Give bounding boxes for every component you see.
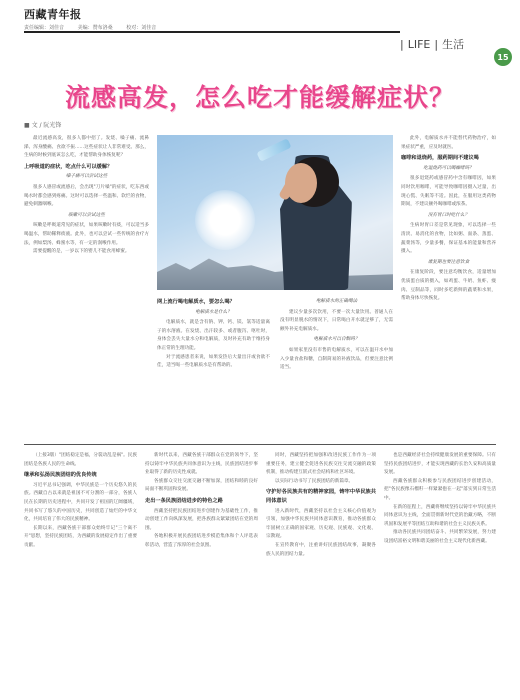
paragraph: 咳嗽是呼吸道常见的症状，如果咳嗽时有痰，可以适当多喝温水，帮助稀释痰液。此外，也可以尝试一些传统的食疗方法，例如梨汤、蜂蜜水等，有一定的润喉作用。 — [24, 223, 149, 246]
paragraph: 在宣传教育中，注重讲好民族团结故事，凝聚各族人民的团结力量。 — [266, 542, 376, 557]
paragraph: 新时代以来，西藏各族干部群众在党的领导下，坚持以铸牢中华民族共同体意识为主线，民族团结进步事业取得了新的历史性成就。 — [145, 453, 258, 476]
paragraph: 西藏各族群众积极参与民族团结进步创建活动，把"各民族像石榴籽一样紧紧抱在一起"落实到日常生活中。 — [384, 478, 496, 501]
section-en: LIFE — [407, 38, 431, 51]
subheading: 网上流行喝电解质水，要怎么喝？ — [157, 299, 235, 305]
newspaper-logo: 西藏青年报 — [24, 8, 82, 21]
minor-heading: 咳嗽可以尝试这些 — [68, 212, 105, 218]
subheading: 上呼吸道的症状，吃点什么可以缓解？ — [24, 163, 113, 170]
paragraph: 需要提醒的是，一岁以下的婴儿不能食用蜂蜜。 — [33, 249, 130, 255]
paragraph: 同时，西藏坚持把加强和改进民族工作作为一项重要任务，建立健全促进各民族交往交流交融的政策机制，推动构建互嵌式社会结构和社区环境。 — [266, 453, 376, 476]
paragraph: 电解质水，就是含有钠、钾、钙、镁、氯等适量离子的水溶液。在发烧、出汗较多、或者腹泻、呕吐时，身体会丢失大量水分和电解质，及时补充有助于维持身体正常的生理功能。 — [157, 320, 270, 351]
paragraph: 很多退烧药或感冒药中含有咖啡因，如果同时饮用咖啡，可能导致咖啡因摄入过量，出现心慌、失眠等不适。因此，在服用这类药物期间，不建议额外喝咖啡或浓茶。 — [401, 176, 496, 208]
paragraph: 长期以来，西藏各族干部群众始终牢记"三个离不开"思想，坚持民族团结，为西藏的发展稳定作出了重要贡献。 — [24, 525, 137, 548]
article-byline: ■ 文 / 阮光锋 — [24, 122, 62, 129]
paragraph: 建议少量多次饮用，不要一次大量饮用。普通人在没有明显脱水的情况下，日常喝白开水就足够了，无需额外补充电解质水。 — [280, 309, 393, 332]
section-cn: 生活 — [442, 38, 465, 51]
minor-heading: 电解质水可以自制吗？ — [313, 337, 360, 343]
paragraph: 习近平总书记强调，中华民族是一个历史悠久的民族。西藏自古以来就是祖国不可分割的一部分，各族人民在长期的历史进程中，共同开发了祖国的辽阔疆域，共同书写了悠久的中国历史，共同创造了灿烂的中华文化，共同培育了伟大的民族精神。 — [24, 482, 137, 523]
photo-city-skyline — [157, 245, 393, 290]
credit-designer: 美编：赞布洛桑 — [77, 25, 113, 31]
paragraph: （上接3版）"团结稳定是福，分裂动乱是祸"。民族团结是各族人民的生命线。 — [24, 453, 137, 467]
paragraph: 在康复阶段，要注意均衡饮食，适量增加优质蛋白质的摄入，如鸡蛋、牛奶、鱼虾、瘦肉、豆制品等，同时多吃新鲜的蔬菜和水果，帮助身体尽快恢复。 — [401, 270, 496, 302]
article-headline: 流感高发，怎么吃才能缓解症状？ — [64, 83, 455, 112]
paragraph: 也是西藏经济社会持续健康发展的重要保障。只有坚持民族团结进步，才能实现西藏的长治久安和高质量发展。 — [384, 453, 496, 476]
paragraph: 西藏坚持把民族团结进步创建作为基础性工作，推动创建工作向纵深发展，把各族群众紧紧团结在党的周围。 — [145, 508, 258, 531]
credit-editor: 责任编辑：刘佳音 — [24, 25, 65, 31]
subheading: 咖啡和退烧药，服药期间不建议喝 — [401, 155, 479, 162]
article2-column-4 — [384, 452, 496, 688]
paragraph: 最近流感高发，很多人都中招了。发烧、嗓子痛、流鼻涕、浑身酸痛、食欲不振……这些症状让人非常难受。那么，生病的时候到底该怎么吃，才能帮助身体恢复呢？ — [24, 136, 149, 159]
photo-sun — [195, 190, 255, 250]
paragraph: 生病时胃口差是常见现象，可以选择一些清淡、易消化的食物，比如粥、面条、蒸蛋、蔬菜汤等，少量多餐，保证基本的能量和营养摄入。 — [401, 223, 496, 255]
minor-heading: 没有胃口时吃什么？ — [427, 212, 470, 218]
paragraph: 各族群众交往交流交融不断加深，团结和睦的良好局面不断巩固和发展。 — [145, 478, 258, 493]
article2-column-1 — [24, 452, 137, 688]
subheading: 走出一条民族团结进步的特色之路 — [145, 497, 223, 504]
subheading: 继承和弘扬民族团结的优良传统 — [24, 472, 97, 479]
article-photo — [157, 135, 393, 290]
minor-heading: 电解质水的正确喝法 — [315, 299, 358, 304]
top-rule — [24, 31, 400, 33]
minor-heading: 吃退烧药可以喝咖啡吗？ — [423, 165, 474, 171]
editor-credits — [24, 24, 168, 31]
article1-column-2b — [280, 296, 393, 436]
minor-heading: 电解质水是什么？ — [195, 309, 232, 315]
section-label: | LIFE | 生活 — [400, 38, 465, 51]
paragraph: 如果家里没有市售的电解质水，可以在温开水中加入少量食盐和糖，自制简易的补液饮品，但要注意比例适当。 — [280, 347, 393, 371]
subheading: 守护好各民族共有的精神家园，铸牢中华民族共同体意识 — [266, 489, 376, 504]
paragraph: 在新的征程上，西藏将继续坚持以铸牢中华民族共同体意识为主线，全面贯彻新时代党的治藏方略，不断巩固和发展平等团结互助和谐的社会主义民族关系。 — [384, 504, 496, 527]
paragraph: 以实际行动书写了民族团结的新篇章。 — [275, 478, 354, 484]
paragraph: 对于流感患者来说，如果发热后大量出汗或食欲不佳，适当喝一些电解质水是有帮助的。 — [157, 354, 270, 369]
article1-column-2 — [157, 296, 270, 436]
credit-proofreader: 校对：刘佳音 — [126, 25, 157, 31]
article1-column-1 — [24, 135, 149, 435]
photo-water-bottle — [256, 138, 291, 161]
page-number-badge: 15 — [494, 48, 512, 66]
section-divider — [24, 444, 496, 445]
paragraph: 推动各民族共同团结奋斗、共同繁荣发展，努力建设团结富裕文明和谐美丽的社会主义现代化新西藏。 — [384, 530, 496, 544]
paragraph: 进入新时代，西藏坚持以社会主义核心价值观为引领，加强中华民族共同体意识教育，推动各族群众牢固树立正确的国家观、历史观、民族观、文化观、宗教观。 — [266, 508, 376, 540]
minor-heading: 嗓子痛可以尝试这些 — [65, 174, 108, 180]
article2-column-3 — [266, 452, 376, 688]
paragraph: 各地积极开展民族团结进步模范集体和个人评选表彰活动，营造了浓厚的社会氛围。 — [145, 534, 258, 548]
masthead — [0, 0, 520, 62]
paragraph: 此外，电解质水并不能替代药物治疗，如果症状严重，应及时就医。 — [401, 136, 496, 150]
minor-heading: 康复期也要注意饮食 — [427, 259, 470, 265]
article2-column-2 — [145, 452, 258, 688]
paragraph: 很多人感冒或流感后，会出现"刀片嗓"的症状，吃东西或喝水时都会感到疼痛。这时可以选择一些温和、软烂的食物，避免刺激咽喉。 — [24, 184, 149, 208]
article1-column-3 — [401, 135, 496, 435]
